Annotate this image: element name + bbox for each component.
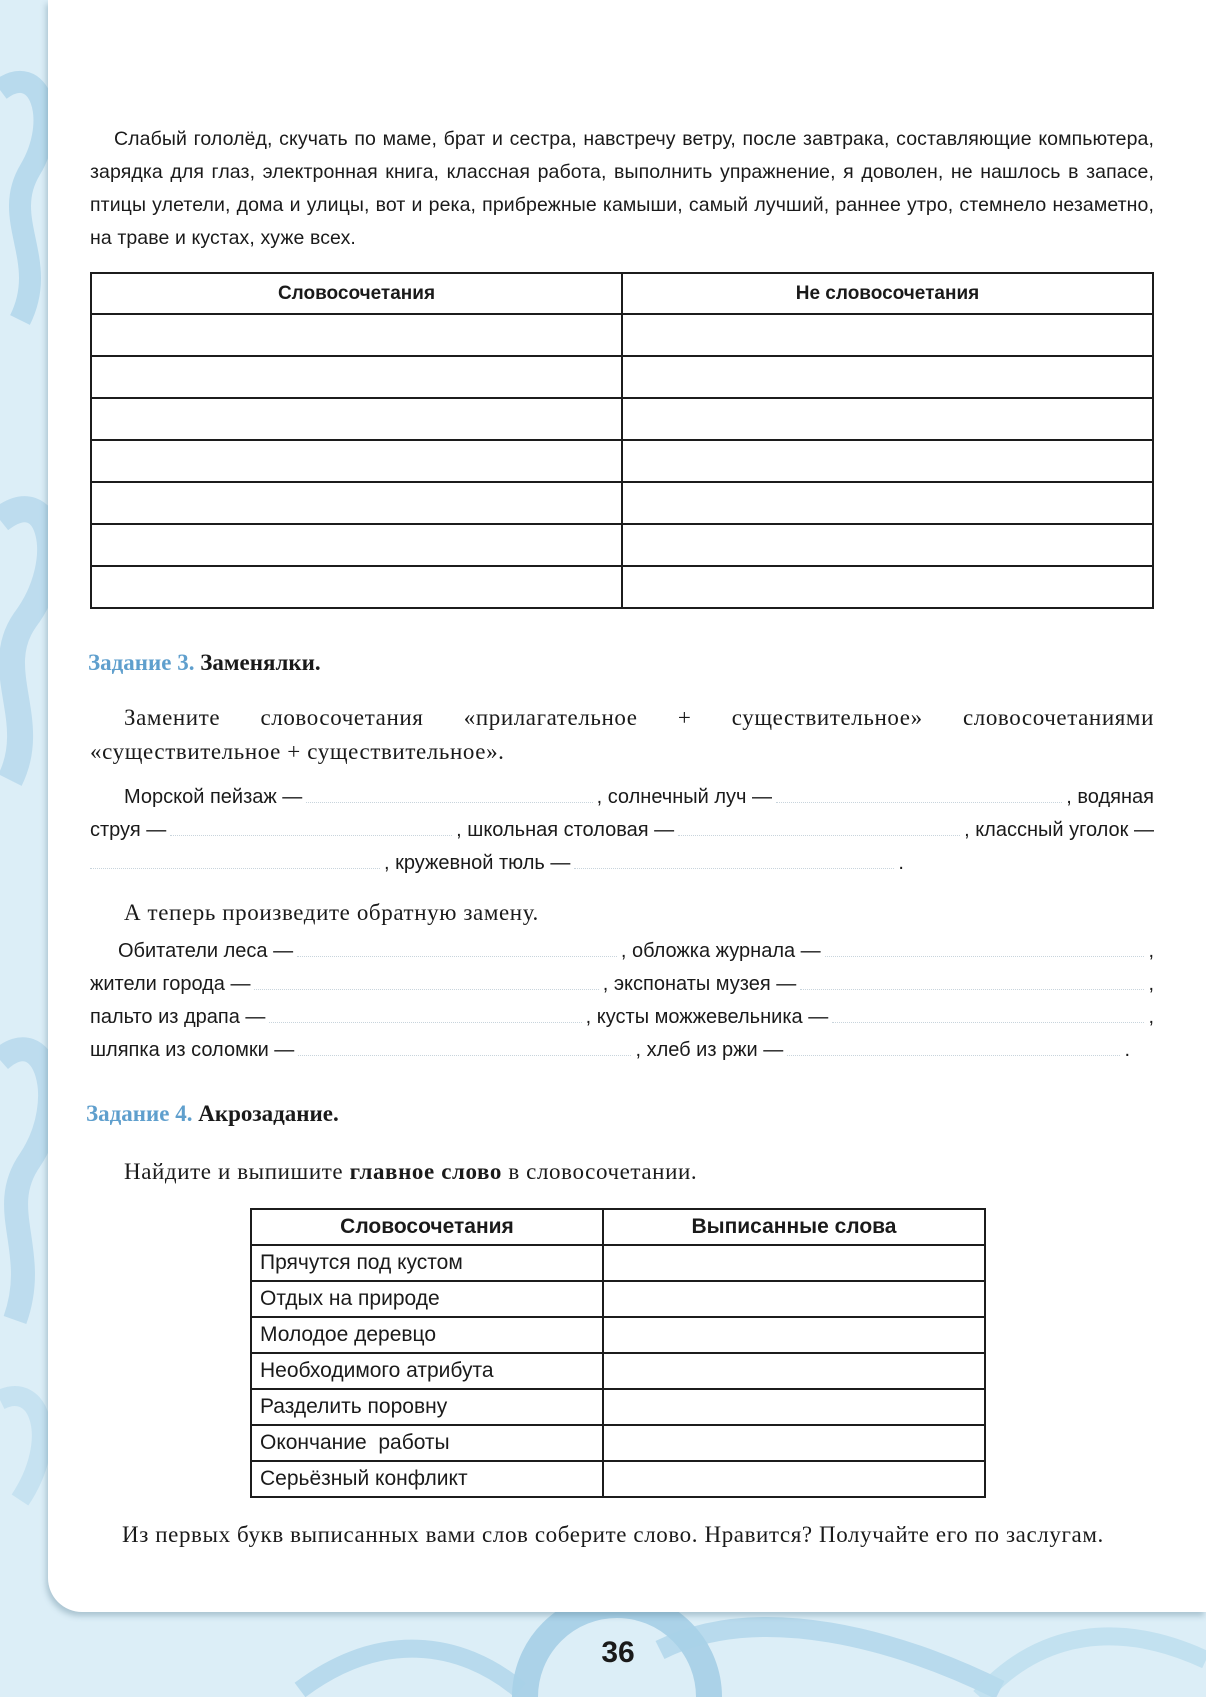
fill-text: , обложка журнала —: [620, 940, 821, 962]
phrase-cell: Прячутся под кустом: [251, 1245, 603, 1281]
answer-blank[interactable]: [90, 852, 380, 869]
fill-text: шляпка из соломки —: [90, 1039, 295, 1061]
answer-cell[interactable]: [622, 356, 1153, 398]
table-row: [251, 1461, 985, 1497]
table-row: [251, 1425, 985, 1461]
answer-cell[interactable]: [91, 440, 622, 482]
table-row: [91, 566, 1153, 608]
fill-text: .: [1124, 1039, 1130, 1061]
task4-title: Акрозадание.: [198, 1101, 339, 1126]
phrase-cell: Необходимого атрибута: [251, 1353, 603, 1389]
fill-text: ,: [1148, 973, 1155, 995]
fill-text: , экспонаты музея —: [602, 973, 797, 995]
fill-text: пальто из драпа —: [90, 1006, 266, 1028]
answer-cell[interactable]: [91, 314, 622, 356]
column-header-phrases: Словосочетания: [251, 1209, 603, 1245]
task4-closing: Из первых букв выписанных вами слов соберите слово. Нравится? Получайте его по заслугам.: [122, 1522, 1104, 1547]
answer-blank[interactable]: [787, 1039, 1120, 1056]
answer-blank[interactable]: [297, 940, 617, 957]
answer-cell[interactable]: [622, 482, 1153, 524]
page-number: 36: [601, 1636, 635, 1669]
answer-cell[interactable]: [603, 1425, 985, 1461]
phrase-cell: Молодое деревцо: [251, 1317, 603, 1353]
instruction-emphasis: главное слово: [349, 1159, 502, 1184]
phrase-cell: Разделить поровну: [251, 1389, 603, 1425]
table-row: [91, 398, 1153, 440]
phrase-cell: Серьёзный конфликт: [251, 1461, 603, 1497]
table-row: [91, 314, 1153, 356]
task3-instruction2: А теперь произведите обратную замену.: [124, 900, 539, 925]
fill-text: .: [898, 852, 904, 874]
fill-text: жители города —: [90, 973, 251, 995]
answer-cell[interactable]: [91, 524, 622, 566]
task3-title: Заменялки.: [200, 650, 321, 675]
answer-blank[interactable]: [254, 973, 598, 990]
table-row: [91, 440, 1153, 482]
intro-word-list: Слабый гололёд, скучать по маме, брат и сестра, навстречу ветру, после завтрака, составляющие компьютера, зарядка для глаз, электронная книга, классная работа, выполнить упражнение, я доволен, не нашлось в запасе, птицы улетели, дома и улицы, вот и река, прибрежные камыши, самый лучший, раннее утро, стемнело незаметно, на траве и кустах, хуже всех.: [90, 128, 1154, 249]
task3-part1: [90, 781, 1154, 880]
answer-blank[interactable]: [170, 819, 452, 836]
fill-text: Морской пейзаж —: [124, 786, 303, 808]
table-row: [91, 482, 1153, 524]
table-row: [251, 1389, 985, 1425]
column-header-phrases: Словосочетания: [91, 273, 622, 314]
fill-text: , хлеб из ржи —: [635, 1039, 784, 1061]
fill-text: ,: [1148, 940, 1154, 962]
fill-text: , солнечный луч —: [596, 786, 773, 808]
answer-blank[interactable]: [306, 786, 592, 803]
column-header-written-words: Выписанные слова: [603, 1209, 985, 1245]
answer-blank[interactable]: [574, 852, 894, 869]
answer-blank[interactable]: [832, 1006, 1144, 1023]
phrase-cell: Отдых на природе: [251, 1281, 603, 1317]
answer-cell[interactable]: [603, 1353, 985, 1389]
answer-cell[interactable]: [603, 1461, 985, 1497]
task4-instruction: [124, 1155, 1154, 1189]
answer-blank[interactable]: [269, 1006, 581, 1023]
answer-cell[interactable]: [91, 356, 622, 398]
answer-cell[interactable]: [603, 1245, 985, 1281]
answer-cell[interactable]: [91, 482, 622, 524]
answer-cell[interactable]: [622, 440, 1153, 482]
phrase-cell: Окончание работы: [251, 1425, 603, 1461]
answer-blank[interactable]: [825, 940, 1145, 957]
fill-text: , кусты можжевельника —: [585, 1006, 829, 1028]
fill-text: , классный уголок —: [964, 819, 1154, 841]
answer-cell[interactable]: [91, 398, 622, 440]
phrases-sorting-table: [90, 272, 1154, 609]
answer-cell[interactable]: [622, 566, 1153, 608]
answer-cell[interactable]: [91, 566, 622, 608]
fill-text: Обитатели леса —: [118, 940, 294, 962]
column-header-non-phrases: Не словосочетания: [622, 273, 1153, 314]
fill-text: струя —: [90, 819, 167, 841]
main-word-table: [250, 1208, 986, 1498]
instruction-text: в словосочетании.: [508, 1159, 698, 1184]
answer-blank[interactable]: [298, 1039, 631, 1056]
answer-cell[interactable]: [603, 1281, 985, 1317]
fill-text: , кружевной тюль —: [384, 852, 571, 874]
answer-blank[interactable]: [776, 786, 1062, 803]
answer-blank[interactable]: [800, 973, 1144, 990]
table-row: [251, 1317, 985, 1353]
task3-part2: [90, 935, 1154, 1067]
answer-cell[interactable]: [622, 398, 1153, 440]
table-row: [91, 524, 1153, 566]
table-row: [251, 1353, 985, 1389]
fill-text: ,: [1148, 1006, 1155, 1028]
table-row: [251, 1245, 985, 1281]
answer-cell[interactable]: [603, 1317, 985, 1353]
answer-cell[interactable]: [603, 1389, 985, 1425]
task3-heading: [88, 650, 321, 676]
task4-number: Задание 4.: [86, 1101, 193, 1126]
fill-text: , школьная столовая —: [456, 819, 675, 841]
answer-cell[interactable]: [622, 314, 1153, 356]
answer-cell[interactable]: [622, 524, 1153, 566]
instruction-text: Найдите и выпишите: [124, 1159, 344, 1184]
task4-heading: [86, 1101, 339, 1127]
task3-number: Задание 3.: [88, 650, 195, 675]
table-row: [251, 1281, 985, 1317]
task3-instruction: Замените словосочетания «прилагательное + существительное» словосочетаниями «существительное + существительное».: [90, 705, 1154, 764]
table-row: [91, 356, 1153, 398]
fill-text: , водяная: [1066, 786, 1154, 808]
answer-blank[interactable]: [678, 819, 960, 836]
